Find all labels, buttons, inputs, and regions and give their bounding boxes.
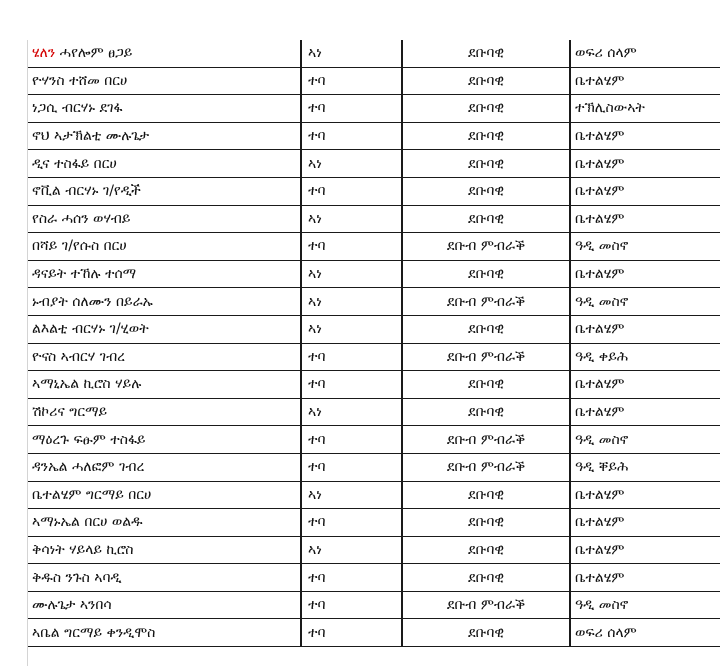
place-cell: ቤተልሄም (570, 122, 720, 150)
zone-cell: ደቡባዊ (402, 177, 570, 205)
full-name: ዳንኤል ሓለፎም ገብረ (32, 459, 145, 476)
full-name: ኖቪል ብርሃኑ ገ/የዲች (32, 183, 141, 200)
full-name: ዮናስ ኣብርሃ ገብረ (32, 348, 126, 365)
name-cell (28, 122, 301, 150)
full-name: ዲና ተስፋይ በርሀ (32, 155, 117, 172)
name-cell (28, 205, 301, 233)
gender-cell: ኣነ (301, 481, 402, 509)
zone-cell: ደቡባዊ (402, 509, 570, 537)
place-cell: ቤተልሄም (570, 260, 720, 288)
full-name: ሙሉጌታ ኣንበሳ (32, 597, 112, 614)
place-cell: ቤተልሄም (570, 315, 720, 343)
gender-cell: ተባ (301, 426, 402, 454)
gender-cell: ተባ (301, 177, 402, 205)
table-row (28, 536, 720, 564)
zone-cell: ደቡብ ምብራቕ (402, 233, 570, 261)
table-row (28, 343, 720, 371)
name-cell (28, 453, 301, 481)
gender-cell: ተባ (301, 509, 402, 537)
place-cell: ወፍሪ ሰላም (570, 619, 720, 647)
name-cell (28, 536, 301, 564)
table-row (28, 150, 720, 178)
gender-cell: ኣነ (301, 398, 402, 426)
zone-cell: ደቡባዊ (402, 205, 570, 233)
name-cell (28, 260, 301, 288)
full-name: ኣቤል ግርማይ ቀንዲሞስ (32, 624, 156, 641)
table-row (28, 67, 720, 95)
place-cell: ቤተልሄም (570, 177, 720, 205)
name-cell (28, 177, 301, 205)
name-cell (28, 40, 301, 67)
place-cell: ዓዲ ቐይሕ (570, 453, 720, 481)
place-cell: ቤተልሄም (570, 398, 720, 426)
full-name: ቅሳነት ሃይላይ ኪሮስ (32, 541, 134, 558)
name-cell (28, 564, 301, 592)
full-name: የስራ ሓሰን ወሃብይ (32, 210, 131, 227)
table-row (28, 371, 720, 399)
zone-cell: ደቡባዊ (402, 67, 570, 95)
gender-cell: ኣነ (301, 260, 402, 288)
table-row (28, 453, 720, 481)
full-name: ኣማኑኤል በርሀ ወልዱ (32, 514, 143, 531)
table-row (28, 95, 720, 123)
name-cell (28, 67, 301, 95)
zone-cell: ደቡብ ምብራቕ (402, 288, 570, 316)
gender-cell: ተባ (301, 95, 402, 123)
place-cell: ተኽሊስውኣት (570, 95, 720, 123)
zone-cell: ደቡባዊ (402, 564, 570, 592)
gender-cell: ኣነ (301, 150, 402, 178)
full-name: ቅዱስ ንጉስ ኣባዲ (32, 569, 122, 586)
place-cell: ቤተልሄም (570, 67, 720, 95)
place-cell: ዓዲ መስኖ (570, 426, 720, 454)
gender-cell: ተባ (301, 564, 402, 592)
gender-cell: ተባ (301, 453, 402, 481)
zone-cell: ደቡብ ምብራቕ (402, 426, 570, 454)
table-row (28, 315, 720, 343)
full-name: ኑብያት ሰለሙን በይራኡ (32, 293, 153, 310)
table-row (28, 398, 720, 426)
name-cell (28, 591, 301, 619)
roster-table (28, 40, 720, 647)
roster-body (28, 40, 720, 647)
zone-cell: ደቡባዊ (402, 315, 570, 343)
table-row (28, 591, 720, 619)
place-cell: ዓዲ መስኖ (570, 591, 720, 619)
full-name: ነጋሲ ብርሃኑ ደገፋ (32, 100, 123, 117)
name-cell (28, 233, 301, 261)
zone-cell: ደቡብ ምብራቕ (402, 343, 570, 371)
place-cell: ቤተልሄም (570, 371, 720, 399)
full-name: ሽኮሪና ግርማይ (32, 404, 108, 421)
table-row (28, 426, 720, 454)
table-row (28, 205, 720, 233)
table-row (28, 509, 720, 537)
gender-cell: ተባ (301, 343, 402, 371)
full-name: ልእልቲ ብርሃኑ ገ/ሂወት (32, 321, 149, 338)
name-cell (28, 619, 301, 647)
zone-cell: ደቡባዊ (402, 398, 570, 426)
gender-cell: ተባ (301, 619, 402, 647)
gender-cell: ኣነ (301, 288, 402, 316)
place-cell: ቤተልሄም (570, 205, 720, 233)
name-cell (28, 371, 301, 399)
table-row (28, 233, 720, 261)
full-name: ማዕረጉ ፍፁም ተስፋይ (32, 431, 146, 448)
highlighted-first-name: ሄለን (32, 45, 56, 62)
name-cell (28, 426, 301, 454)
zone-cell: ደቡባዊ (402, 95, 570, 123)
full-name: ኖህ ኣታኽልቲ ሙሉጌታ (32, 128, 150, 145)
zone-cell: ደቡባዊ (402, 619, 570, 647)
gender-cell: ኣነ (301, 205, 402, 233)
place-cell: ዓዲ መስኖ (570, 288, 720, 316)
zone-cell: ደቡባዊ (402, 481, 570, 509)
place-cell: ቤተልሄም (570, 564, 720, 592)
zone-cell: ደቡብ ምብራቕ (402, 591, 570, 619)
zone-cell: ደቡባዊ (402, 40, 570, 67)
table-row (28, 40, 720, 67)
full-name: ዳናይት ተኸሉ ተሰማ (32, 266, 137, 283)
gender-cell: ተባ (301, 122, 402, 150)
gender-cell: ኣነ (301, 40, 402, 67)
name-cell (28, 509, 301, 537)
place-cell: ቤተልሄም (570, 536, 720, 564)
roster-sheet (28, 40, 720, 666)
table-row (28, 177, 720, 205)
table-row (28, 481, 720, 509)
table-row (28, 288, 720, 316)
place-cell: ዓዲ መስኖ (570, 233, 720, 261)
name-cell (28, 315, 301, 343)
zone-cell: ደቡባዊ (402, 122, 570, 150)
table-row (28, 260, 720, 288)
place-cell: ቤተልሄም (570, 481, 720, 509)
zone-cell: ደቡባዊ (402, 260, 570, 288)
gender-cell: ኣነ (301, 315, 402, 343)
full-name: ሓየሎም ፀጋይ (55, 45, 133, 62)
zone-cell: ደቡባዊ (402, 150, 570, 178)
table-row (28, 564, 720, 592)
zone-cell: ደቡባዊ (402, 371, 570, 399)
gender-cell: ኣነ (301, 536, 402, 564)
place-cell: ቤተልሄም (570, 509, 720, 537)
place-cell: ወፍሪ ሰላም (570, 40, 720, 67)
name-cell (28, 481, 301, 509)
gender-cell: ተባ (301, 233, 402, 261)
name-cell (28, 398, 301, 426)
name-cell (28, 95, 301, 123)
name-cell (28, 150, 301, 178)
name-cell (28, 343, 301, 371)
zone-cell: ደቡብ ምብራቕ (402, 453, 570, 481)
place-cell: ዓዲ ቀይሕ (570, 343, 720, 371)
gender-cell: ተባ (301, 67, 402, 95)
name-cell (28, 288, 301, 316)
gender-cell: ተባ (301, 371, 402, 399)
full-name: ዮሃንስ ተሸመ በርሀ (32, 72, 128, 89)
place-cell: ቤተልሄም (570, 150, 720, 178)
full-name: ቤተልሄም ግርማይ በርሀ (32, 486, 152, 503)
full-name: በሻይ ገ/የሱስ በርሀ (32, 238, 127, 255)
gender-cell: ተባ (301, 591, 402, 619)
table-row (28, 619, 720, 647)
zone-cell: ደቡባዊ (402, 536, 570, 564)
table-row (28, 122, 720, 150)
full-name: ኣማኒኤል ኪሮስ ሃይሉ (32, 376, 142, 393)
